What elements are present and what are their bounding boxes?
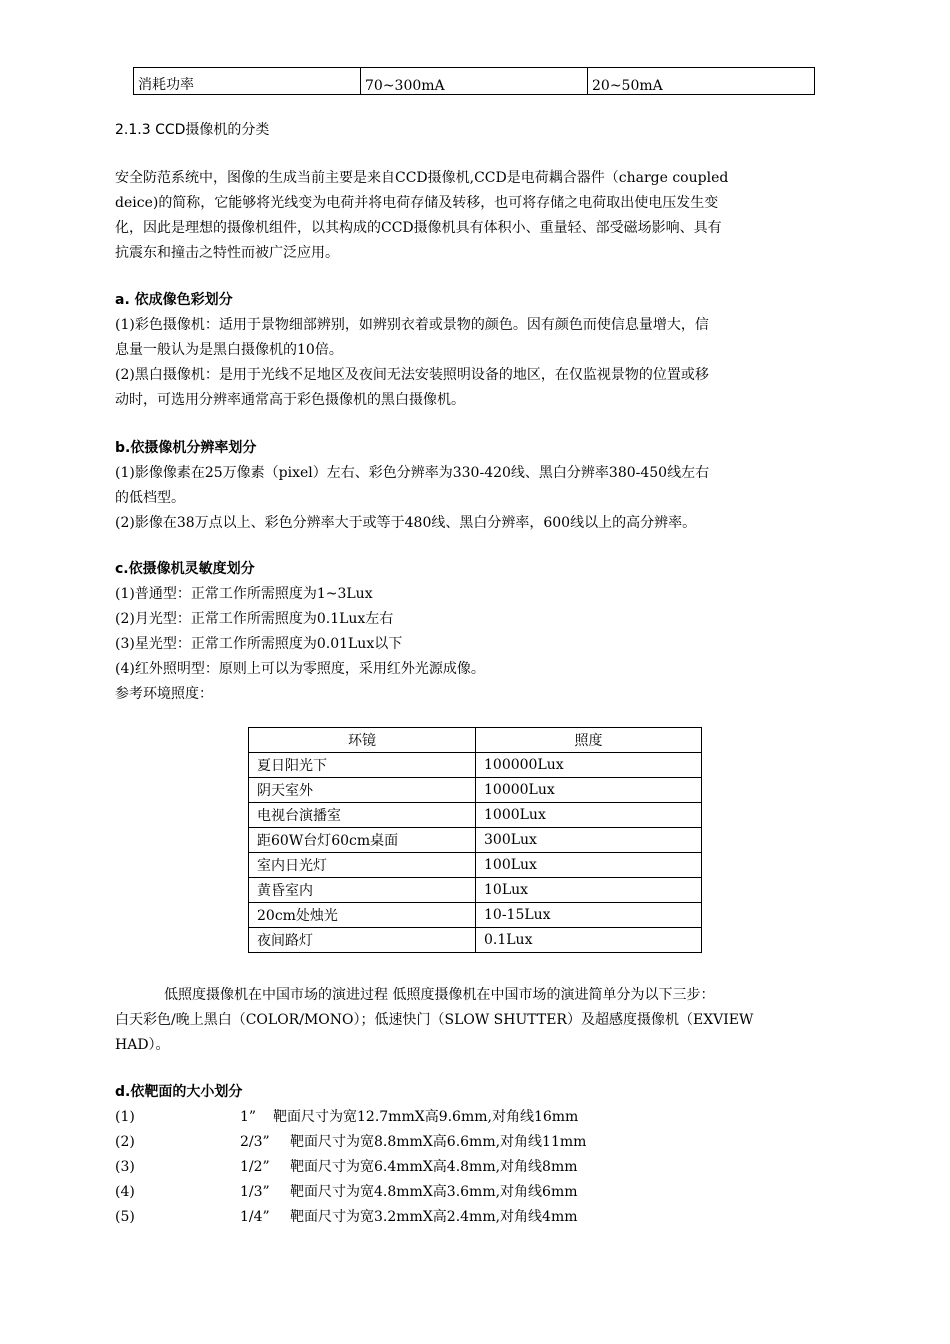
text-line: 白天彩色/晚上黑白（COLOR/MONO）；低速快门（SLOW SHUTTER）及超感度摄像机（EXVIEW: [115, 1012, 754, 1028]
section-a: [115, 288, 845, 413]
text-line: (1)普通型：正常工作所需照度为1~3Lux: [115, 586, 373, 602]
text-line: deice)的简称，它能够将光线变为电荷并将电荷存储及转移，也可将存储之电荷取出使电压发生变: [115, 195, 719, 211]
text-line: 参考环境照度：: [115, 686, 213, 702]
column-header: 照度: [476, 728, 702, 753]
sensor-description: 靶面尺寸为宽8.8mmX高6.6mm,对角线11mm: [290, 1134, 587, 1150]
text-line: (4)红外照明型：原则上可以为零照度，采用红外光源成像。: [115, 661, 485, 677]
intro-paragraph: [115, 166, 845, 266]
text-line: 的低档型。: [115, 490, 185, 506]
table-cell: 黄昏室内: [249, 878, 476, 903]
table-cell: 室内日光灯: [249, 853, 476, 878]
sensor-description: 靶面尺寸为宽6.4mmX高4.8mm,对角线8mm: [290, 1159, 578, 1175]
table-row: [249, 828, 702, 853]
table-row: [249, 928, 702, 953]
table-cell: 100000Lux: [476, 753, 702, 778]
sensor-format: 1/2”: [240, 1159, 270, 1175]
section-heading: b.依摄像机分辨率划分: [115, 440, 257, 456]
sensor-format: 1”: [240, 1109, 257, 1125]
table-cell: 10-15Lux: [476, 903, 702, 928]
text-line: (2)黑白摄像机：是用于光线不足地区及夜间无法安装照明设备的地区，在仅监视景物的位置或移: [115, 367, 709, 383]
table-row: [249, 753, 702, 778]
table-cell: 阴天室外: [249, 778, 476, 803]
section-heading: a. 依成像色彩划分: [115, 292, 233, 308]
table-cell: 电视台演播室: [249, 803, 476, 828]
table-row: [249, 878, 702, 903]
sensor-description: 靶面尺寸为宽3.2mmX高2.4mm,对角线4mm: [290, 1209, 578, 1225]
text-line: 低照度摄像机在中国市场的演进过程 低照度摄像机在中国市场的演进简单分为以下三步：: [164, 987, 715, 1003]
item-number: (3): [115, 1159, 135, 1175]
item-number: (5): [115, 1209, 135, 1225]
sensor-description: 靶面尺寸为宽12.7mmX高9.6mm,对角线16mm: [273, 1109, 579, 1125]
text-line: (2)月光型：正常工作所需照度为0.1Lux左右: [115, 611, 394, 627]
table-cell: 夜间路灯: [249, 928, 476, 953]
table-row: [134, 68, 815, 95]
text-line: (1)影像像素在25万像素（pixel）左右、彩色分辨率为330-420线、黑白分辨率380-450线左右: [115, 465, 710, 481]
table-row: [249, 803, 702, 828]
table-cell: 20~50mA: [588, 68, 815, 95]
text-line: 化，因此是理想的摄像机组件，以其构成的CCD摄像机具有体积小、重量轻、部受磁场影响、具有: [115, 220, 722, 236]
text-line: (2)影像在38万点以上、彩色分辨率大于或等于480线、黑白分辨率，600线以上的高分辨率。: [115, 515, 697, 531]
table-cell: 消耗功率: [134, 68, 361, 95]
illuminance-table: [248, 727, 702, 953]
text-line: HAD）。: [115, 1037, 170, 1053]
item-number: (2): [115, 1134, 135, 1150]
section-c: [115, 557, 845, 707]
lowlight-paragraph: [115, 983, 845, 1058]
table-cell: 距60W台灯60cm桌面: [249, 828, 476, 853]
table-cell: 0.1Lux: [476, 928, 702, 953]
table-cell: 10Lux: [476, 878, 702, 903]
section-b: [115, 436, 845, 536]
text-line: 抗震东和撞击之特性而被广泛应用。: [115, 245, 339, 261]
item-number: (4): [115, 1184, 135, 1200]
text-line: (3)星光型：正常工作所需照度为0.01Lux以下: [115, 636, 403, 652]
section-heading: c.依摄像机灵敏度划分: [115, 561, 255, 577]
section-d: [115, 1080, 845, 1105]
table-row: [249, 853, 702, 878]
section-heading: d.依靶面的大小划分: [115, 1084, 243, 1100]
sensor-format: 1/4”: [240, 1209, 270, 1225]
table-cell: 70~300mA: [361, 68, 588, 95]
table-cell: 20cm处烛光: [249, 903, 476, 928]
item-number: (1): [115, 1109, 135, 1125]
table-cell: 10000Lux: [476, 778, 702, 803]
text-line: 动时，可选用分辨率通常高于彩色摄像机的黑白摄像机。: [115, 392, 465, 408]
table-row: [249, 778, 702, 803]
sensor-description: 靶面尺寸为宽4.8mmX高3.6mm,对角线6mm: [290, 1184, 578, 1200]
sensor-format: 1/3”: [240, 1184, 270, 1200]
column-header: 环镜: [249, 728, 476, 753]
table-cell: 1000Lux: [476, 803, 702, 828]
sensor-format: 2/3”: [240, 1134, 270, 1150]
text-line: (1)彩色摄像机：适用于景物细部辨别，如辨别衣着或景物的颜色。因有颜色而使信息量增大，信: [115, 317, 709, 333]
table-cell: 100Lux: [476, 853, 702, 878]
table-row: [249, 903, 702, 928]
power-consumption-table: [133, 67, 815, 95]
text-line: 安全防范系统中，图像的生成当前主要是来自CCD摄像机,CCD是电荷耦合器件（charge coupled: [115, 170, 729, 186]
table-cell: 300Lux: [476, 828, 702, 853]
table-cell: 夏日阳光下: [249, 753, 476, 778]
section-title: 2.1.3 CCD摄像机的分类: [115, 122, 270, 138]
text-line: 息量一般认为是黑白摄像机的10倍。: [115, 342, 343, 358]
table-header-row: [249, 728, 702, 753]
